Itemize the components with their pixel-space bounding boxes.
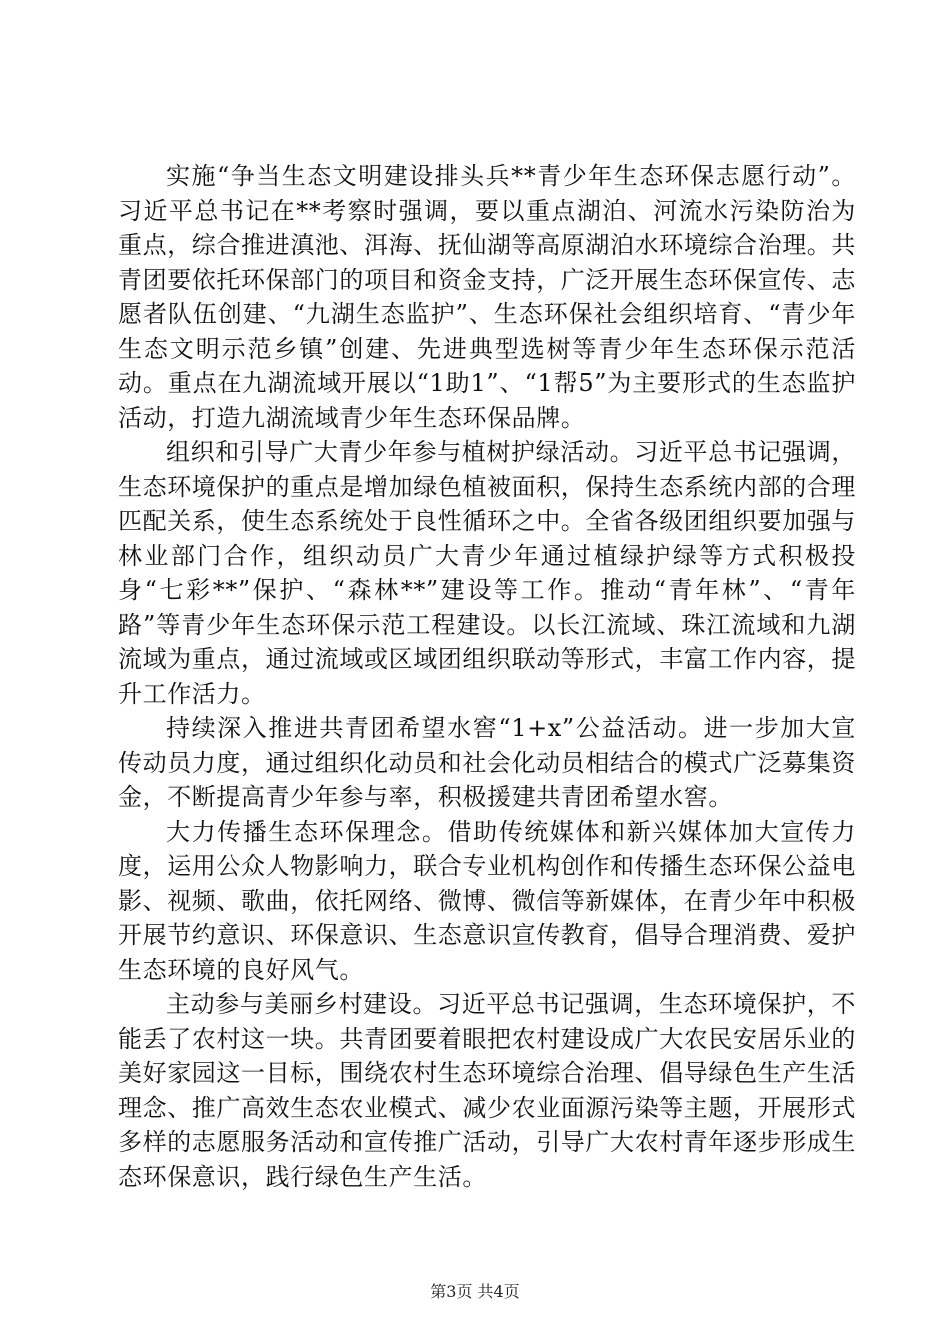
paragraph-5: 主动参与美丽乡村建设。习近平总书记强调，生态环境保护，不能丢了农村这一块。共青团要着眼把农村建设成广大农民安居乐业的美好家园这一目标，围绕农村生态环境综合治理、倡导绿色生产生活理念、推广高效生态农业模式、减少农业面源污染等主题，开展形式多样的志愿服务活动和宣传推广活动，引导广大农村青年逐步形成生态环保意识，践行绿色生产生活。: [118, 990, 856, 1191]
paragraph-3: 持续深入推进共青团希望水窖“1+x”公益活动。进一步加大宣传动员力度，通过组织化动员和社会化动员相结合的模式广泛募集资金，不断提高青少年参与率，积极援建共青团希望水窖。: [118, 714, 856, 811]
paragraph-1: 实施“争当生态文明建设排头兵**青少年生态环保志愿行动”。习近平总书记在**考察时强调，要以重点湖泊、河流水污染防治为重点，综合推进滇池、洱海、抚仙湖等高原湖泊水环境综合治理。共青团要依托环保部门的项目和资金支持，广泛开展生态环保宣传、志愿者队伍创建、“九湖生态监护”、生态环保社会组织培育、“青少年生态文明示范乡镇”创建、先进典型选树等青少年生态环保示范活动。重点在九湖流域开展以“1助1”、“1帮5”为主要形式的生态监护活动，打造九湖流域青少年生态环保品牌。: [118, 162, 856, 432]
page-number-footer: 第3页 共4页: [430, 1282, 520, 1301]
paragraph-4: 大力传播生态环保理念。借助传统媒体和新兴媒体加大宣传力度，运用公众人物影响力，联合专业机构创作和传播生态环保公益电影、视频、歌曲，依托网络、微博、微信等新媒体，在青少年中积极开展节约意识、环保意识、生态意识宣传教育，倡导合理消费、爱护生态环境的良好风气。: [118, 817, 856, 984]
document-body: [118, 159, 856, 1194]
paragraph-2: 组织和引导广大青少年参与植树护绿活动。习近平总书记强调，生态环境保护的重点是增加绿色植被面积，保持生态系统内部的合理匹配关系，使生态系统处于良性循环之中。全省各级团组织要加强与林业部门合作，组织动员广大青少年通过植绿护绿等方式积极投身“七彩**”保护、“森林**”建设等工作。推动“青年林”、“青年路”等青少年生态环保示范工程建设。以长江流域、珠江流域和九湖流域为重点，通过流域或区域团组织联动等形式，丰富工作内容，提升工作活力。: [118, 438, 856, 708]
